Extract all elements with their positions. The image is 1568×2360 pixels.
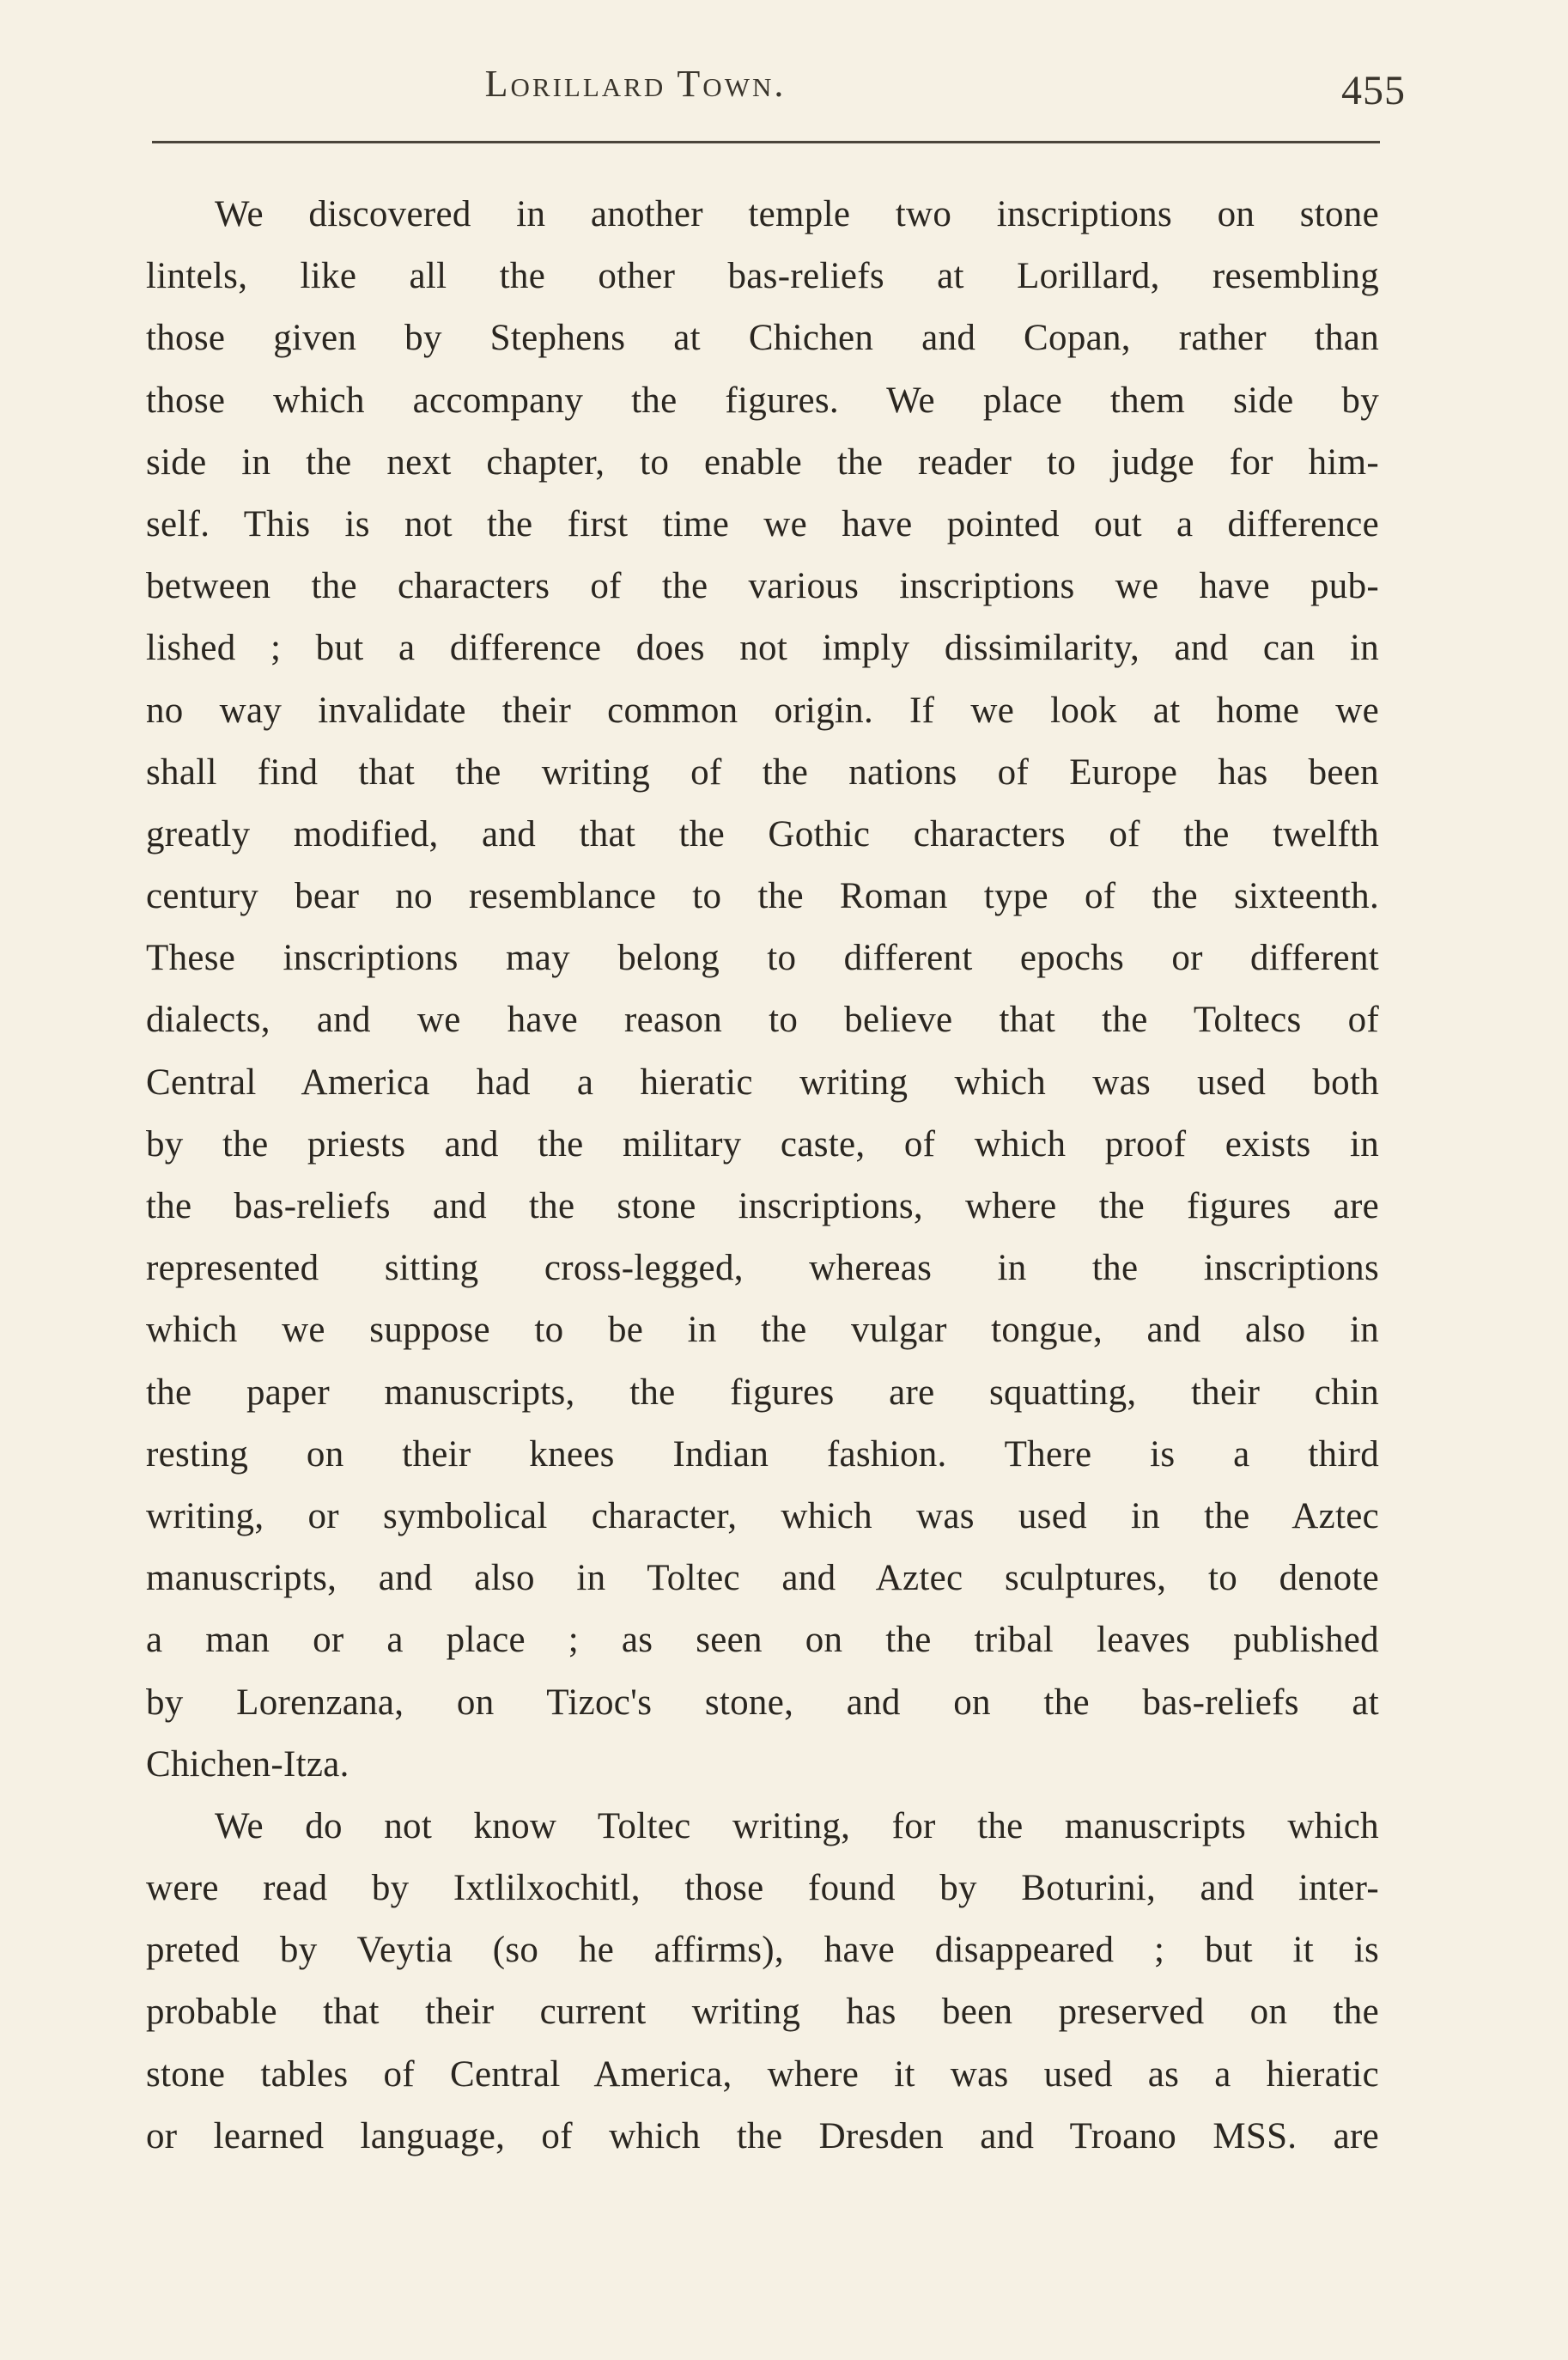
text-line: Central America had a hieratic writing which was used both <box>146 1061 1379 1103</box>
running-title: Lorillard Town. <box>484 63 787 105</box>
text-line: These inscriptions may belong to different epochs or different <box>146 938 1379 979</box>
text-line: were read by Ixtlilxochitl, those found by Boturini, and inter- <box>146 1868 1379 1909</box>
text-line: writing, or symbolical character, which was used in the Aztec <box>146 1495 1379 1536</box>
text-line: resting on their knees Indian fashion. There is a third <box>146 1433 1379 1475</box>
text-line: those which accompany the figures. We place them side by <box>146 380 1379 421</box>
text-line: a man or a place ; as seen on the tribal leaves published <box>146 1620 1379 1661</box>
text-line: those given by Stephens at Chichen and Copan, rather than <box>146 318 1379 359</box>
text-line: shall find that the writing of the nations of Europe has been <box>146 751 1379 793</box>
body-text <box>146 184 1379 2168</box>
text-line: probable that their current writing has been preserved on the <box>146 1992 1379 2033</box>
text-line: or learned language, of which the Dresden and Troano MSS. are <box>146 2115 1379 2156</box>
text-line: no way invalidate their common origin. If we look at home we <box>146 690 1379 731</box>
running-head <box>0 53 1568 113</box>
text-line: which we suppose to be in the vulgar tongue, and also in <box>146 1310 1379 1351</box>
text-line: Chichen-Itza. <box>146 1743 349 1785</box>
text-line: lintels, like all the other bas-reliefs at Lorillard, resembling <box>146 256 1379 297</box>
text-line: the bas-reliefs and the stone inscriptions, where the figures are <box>146 1186 1379 1226</box>
page-number: 455 <box>1341 68 1406 113</box>
text-line: We do not know Toltec writing, for the manuscripts which <box>215 1805 1379 1846</box>
text-line: We discovered in another temple two inscriptions on stone <box>215 194 1379 234</box>
text-line: side in the next chapter, to enable the reader to judge for him- <box>146 441 1379 483</box>
text-line: lished ; but a difference does not imply dissimilarity, and can in <box>146 628 1379 669</box>
text-line: by Lorenzana, on Tizoc's stone, and on the bas-reliefs at <box>146 1682 1379 1723</box>
text-line: self. This is not the first time we have pointed out a difference <box>146 503 1379 544</box>
text-line: preted by Veytia (so he affirms), have disappeared ; but it is <box>146 1930 1379 1971</box>
text-line: greatly modified, and that the Gothic characters of the twelfth <box>146 813 1379 855</box>
text-line: dialects, and we have reason to believe that the Toltecs of <box>146 1000 1379 1041</box>
header-rule <box>152 141 1380 143</box>
text-line: the paper manuscripts, the figures are squatting, their chin <box>146 1372 1379 1413</box>
text-line: manuscripts, and also in Toltec and Aztec sculptures, to denote <box>146 1558 1379 1599</box>
text-line: represented sitting cross-legged, whereas in the inscriptions <box>146 1248 1379 1289</box>
text-line: century bear no resemblance to the Roman type of the sixteenth. <box>146 876 1379 917</box>
text-line: by the priests and the military caste, of which proof exists in <box>146 1123 1379 1165</box>
text-line: between the characters of the various inscriptions we have pub- <box>146 566 1379 607</box>
text-line: stone tables of Central America, where it was used as a hieratic <box>146 2053 1379 2095</box>
